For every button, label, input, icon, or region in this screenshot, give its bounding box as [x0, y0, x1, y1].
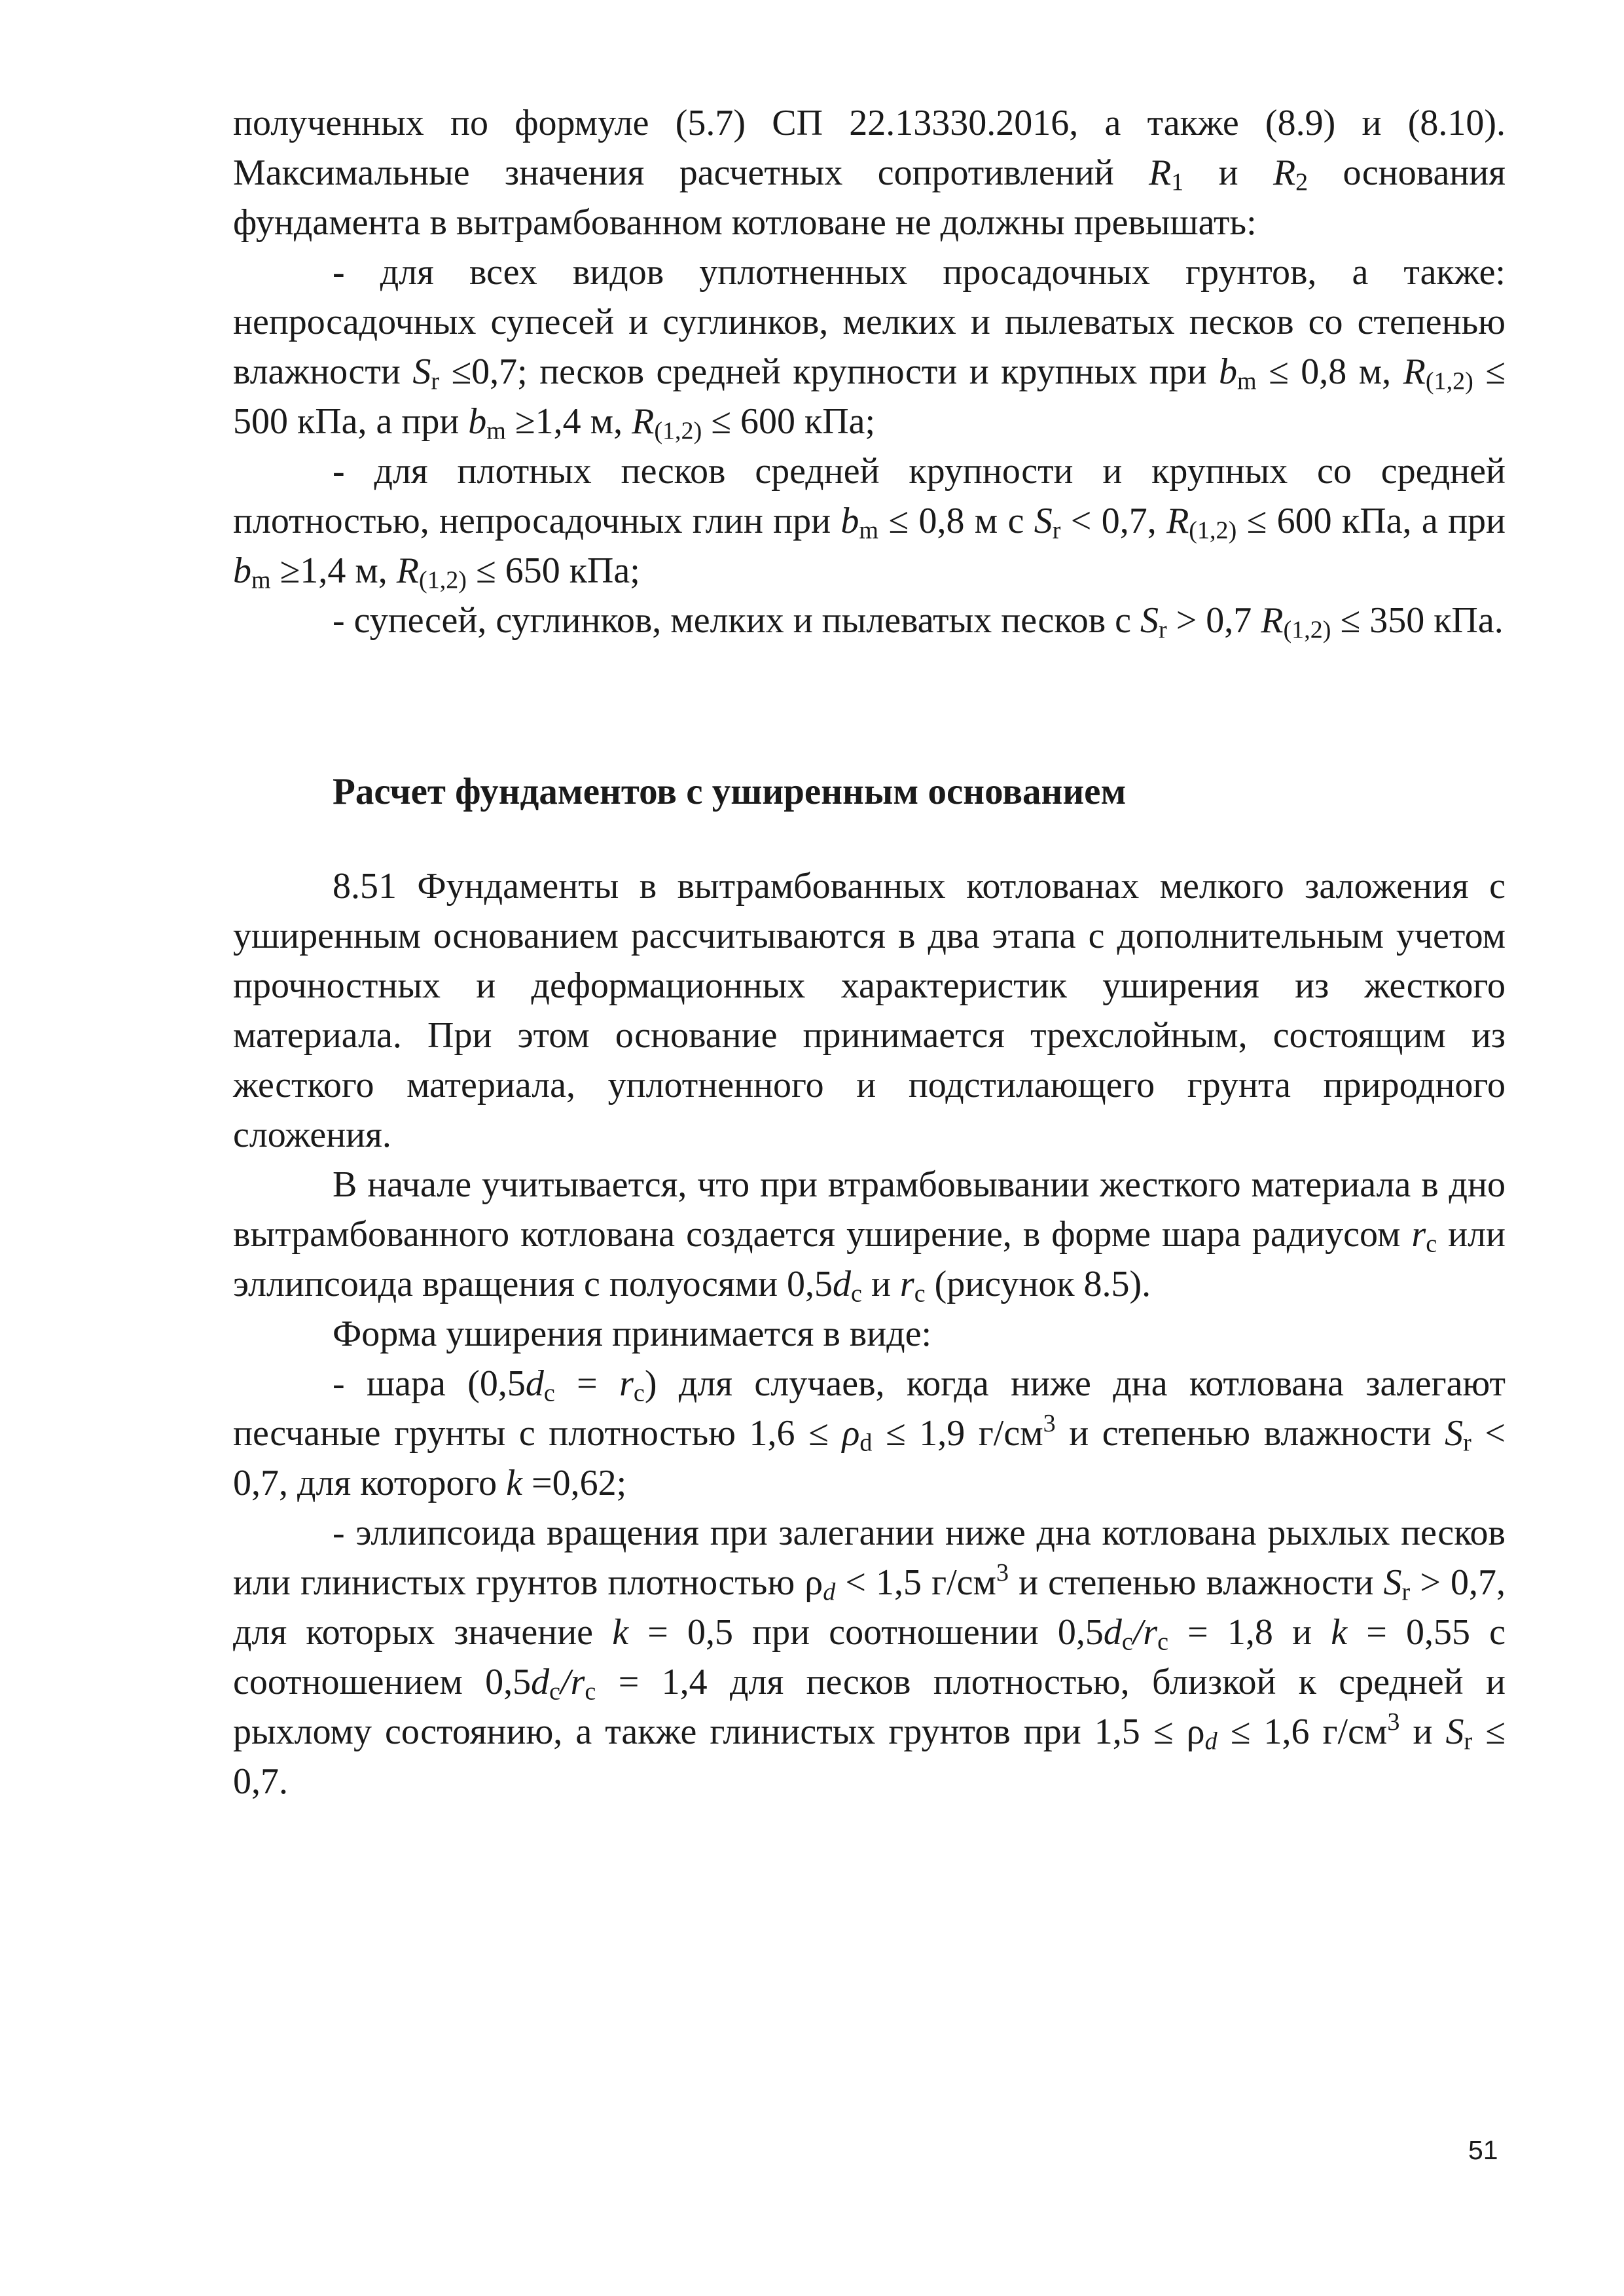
paragraph-form-intro: Форма уширения принимается в виде: [333, 1314, 932, 1354]
page-number: 51 [1468, 2135, 1498, 2165]
list-item-dense-sands: - для плотных песков средней крупности и крупных со средней плотностью, непросадочных глин при $b_m \le 0,8$ м с $S_r < 0,7$, $R_{(1,2)} \le 600$ кПа, а при $b_m \ge 1,4$ м, $R_{(1,2)} \le 650$ кПа; [233, 451, 1506, 594]
list-item-sphere: - шара $(0,5d_c = r_c)$ для случаев, когда ниже дна котлована залегают песчаные грунты с плотностью $1,6 \le \rho_d \le 1,9$ $г/см^3$ и степенью влажности $S_r < 0,7$, для которого k =0,62; [233, 1363, 1506, 1503]
list-item-sandy-loams: - супесей, суглинков, мелких и пылеватых песков с $S_r > 0,7$ $R_{(1,2)} \le 350$ кПа. [333, 600, 1504, 644]
list-item-compacted-soils: - для всех видов уплотненных просадочных грунтов, а также: непросадочных супесей и суглинков, мелких и пылеватых песков со степенью влажности $S_r \le 0,7$; песков средней крупности и крупных при $b_m \le 0,8$ м, $R_{(1,2)} \le 500$ кПа, а при $b_m \ge 1,4$ м, $R_{(1,2)} \le 600$ кПа; [233, 252, 1506, 445]
paragraph-continuation: полученных по формуле (5.7) СП 22.13330.2016, а также (8.9) и (8.10). Максимальные значения расчетных сопротивлений $R_1$ и $R_2$ основания фундамента в вытрамбованном котловане не должны превышать: [233, 103, 1506, 243]
section-heading: Расчет фундаментов с уширенным основанием [333, 771, 1127, 812]
paragraph-widening-shape: В начале учитывается, что при втрамбовывании жесткого материала в дно вытрамбованного котлована создается уширение, в форме шара радиусом $r_c$ или эллипсоида вращения с полуосями $0,5d_c$ и $r_c$ (рисунок 8.5). [233, 1164, 1506, 1308]
paragraph-8-51: 8.51 Фундаменты в вытрамбованных котлованах мелкого заложения с уширенным основанием рассчитываются в два этапа с дополнительным учетом прочностных и деформационных характеристик уширения из жесткого материала. При этом основание принимается трехслойным, состоящим из жесткого материала, уплотненного и подстилающего грунта природного сложения. [233, 866, 1506, 1155]
top-text-block [233, 98, 1506, 645]
body-text-block [233, 861, 1506, 1806]
list-item-ellipsoid: - эллипсоида вращения при залегании ниже дна котлована рыхлых песков или глинистых грунтов плотностью $\rho_d < 1,5$ $г/см^3$ и степенью влажности $S_r > 0,7$, для которых значение k = 0,5 при соотношении $0,5d_c/r_c = 1,8$ и k = 0,55 с соотношением $0,5d_c/r_c = 1,4$ для песков плотностью, близкой к средней и рыхлому состоянию, а также глинистых грунтов при $1,5 \le \rho_d \le 1,6$ $г/см^3$ и $S_r \le 0,7$. [233, 1513, 1506, 1802]
